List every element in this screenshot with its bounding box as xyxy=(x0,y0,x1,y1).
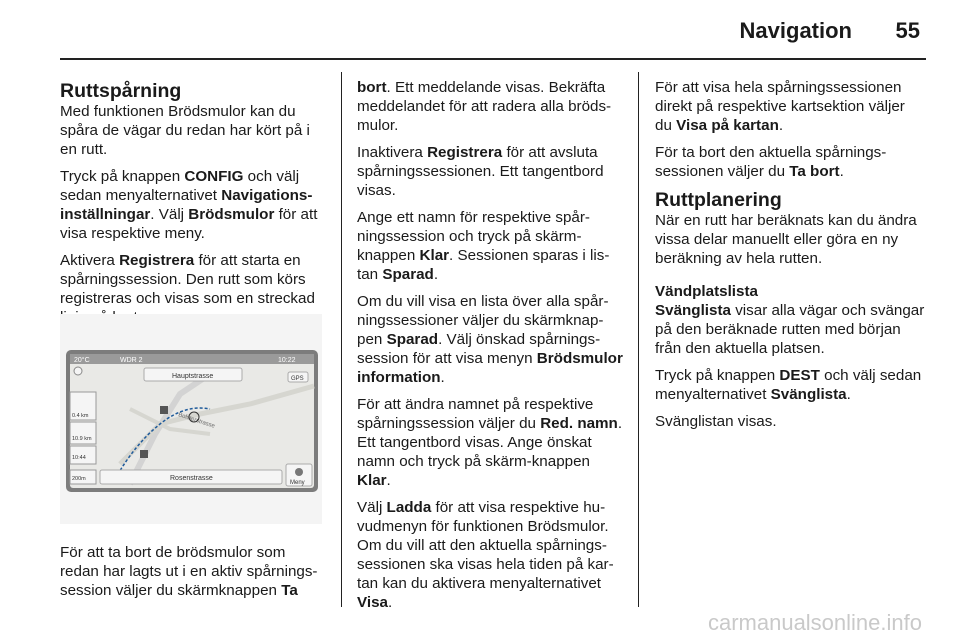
page-number: 55 xyxy=(895,18,920,43)
svanglista-keyword-2: Svänglista xyxy=(770,386,847,403)
column-divider-1 xyxy=(341,72,342,607)
col3-paragraph-1: För att visa hela spårningssessionen direkt på respektive kartsektion väljer du Visa på kartan. xyxy=(655,79,905,134)
ta-keyword: Ta xyxy=(281,582,298,599)
navigation-screen-figure xyxy=(60,314,322,524)
brodsmulor-information-keyword: Brödsmulor information xyxy=(357,350,623,386)
klar-keyword-2: Klar xyxy=(357,472,387,489)
col2-paragraph-6: Välj Ladda för att visa respektive hu-vudmenyn för funktionen Brödsmulor. Om du vill att den aktuella spårnings-sessionen ska visas hela tiden på kar-tan kan du aktivera menyalternativet Visa. xyxy=(357,499,614,611)
status-temp: 20°C xyxy=(74,357,90,364)
column-2 xyxy=(357,78,625,620)
column-1 xyxy=(60,80,328,335)
col3-paragraph-2: För ta bort den aktuella spårnings-sessionen väljer du Ta bort. xyxy=(655,144,887,180)
bort-keyword: bort xyxy=(357,79,387,96)
map-road-label: Bolsterstrasse xyxy=(177,412,216,430)
column-divider-2 xyxy=(638,72,639,607)
col1-paragraph-2: Tryck på knappen CONFIG och välj sedan menyalternativet Navigations-inställningar. Välj Brödsmulor för att visa respektive meny. xyxy=(60,168,318,242)
col2-paragraph-4: Om du vill visa en lista över alla spår-ningssessioner väljer du skärmknap-pen Sparad. Välj önskad spårnings-session för att visa menyn Brödsmulor information. xyxy=(357,293,623,386)
red-namn-keyword: Red. namn xyxy=(540,415,618,432)
side-arrival-time: 10:44 xyxy=(72,455,86,461)
section-title-ruttsparning: Ruttspårning xyxy=(60,80,182,102)
col2-paragraph-2: Inaktivera Registrera för att avsluta spårningssessionen. Ett tangentbord visas. xyxy=(357,144,604,199)
watermark: carmanualsonline.info xyxy=(707,610,922,635)
navigation-screen-image xyxy=(60,314,322,524)
column-3 xyxy=(655,78,925,439)
visa-pa-kartan-keyword: Visa på kartan xyxy=(676,117,779,134)
svanglista-keyword: Svänglista xyxy=(655,302,731,319)
col2-paragraph-1: bort. Ett meddelande visas. Bekräfta meddelandet för att radera alla bröds-mulor. xyxy=(357,79,612,134)
col2-paragraph-3: Ange ett namn för respektive spår-ningssession och tryck på skärm-knappen Klar. Sessionen sparas i lis-tan Sparad. xyxy=(357,209,610,283)
col1-paragraph-1: Med funktionen Brödsmulor kan du spåra de vägar du redan har kört på i en rutt. xyxy=(60,103,310,158)
col1-paragraph-3: Aktivera Registrera för att starta en spårningssession. Den rutt som körs registreras och visas som en streckad xyxy=(60,252,315,307)
street-top: Hauptstrasse xyxy=(172,373,214,380)
registrera-keyword-2: Registrera xyxy=(427,144,503,161)
col1-paragraph-4: För att ta bort de brödsmulor som redan har lagts ut i en aktiv spårnings-session väljer du skärmknappen Ta xyxy=(60,544,318,599)
header-rule xyxy=(60,58,926,60)
street-bottom: Rosenstrasse xyxy=(170,475,213,482)
status-radio: WDR 2 xyxy=(120,357,143,364)
col3-paragraph-4: Svänglista visar alla vägar och svängar på den beräknade rutten med början från den aktuella platsen. xyxy=(655,302,925,357)
subsection-title-vandplatslista: Vändplatslista xyxy=(655,283,758,300)
ta-bort-keyword: Ta bort xyxy=(789,163,840,180)
col3-paragraph-6: Svänglistan visas. xyxy=(655,413,777,430)
brodsmulor-keyword: Brödsmulor xyxy=(188,206,275,223)
registrera-keyword: Registrera xyxy=(119,252,195,269)
sparad-keyword-2: Sparad xyxy=(386,331,439,348)
map-scale: 200m xyxy=(72,476,86,482)
col3-paragraph-3: När en rutt har beräknats kan du ändra vissa delar manuellt eller göra en ny beräkning av hela rutten. xyxy=(655,212,917,267)
ladda-keyword: Ladda xyxy=(386,499,432,516)
page-header-title: Navigation xyxy=(739,18,852,43)
side-distance-2: 10.9 km xyxy=(72,436,92,442)
sparad-keyword: Sparad xyxy=(382,266,434,283)
side-distance-1: 0.4 km xyxy=(72,413,89,419)
config-keyword: CONFIG xyxy=(184,168,244,185)
col3-paragraph-5: Tryck på knappen DEST och välj sedan menyalternativet Svänglista. xyxy=(655,367,922,403)
dest-keyword: DEST xyxy=(779,367,820,384)
gps-button: GPS xyxy=(291,376,304,382)
status-time: 10:22 xyxy=(278,357,296,364)
visa-keyword: Visa xyxy=(357,594,388,611)
column-1-bottom xyxy=(60,543,328,608)
navigationsinstallningar-keyword: Navigations-inställningar xyxy=(60,187,313,223)
section-title-ruttplanering: Ruttplanering xyxy=(655,189,782,211)
col2-paragraph-5: För att ändra namnet på respektive spårningssession väljer du Red. namn. Ett tangentbord visas. Ange önskat namn och tryck på skärm-knappen Klar. xyxy=(357,396,623,489)
menu-button: Meny xyxy=(290,480,305,486)
klar-keyword: Klar xyxy=(419,247,450,264)
